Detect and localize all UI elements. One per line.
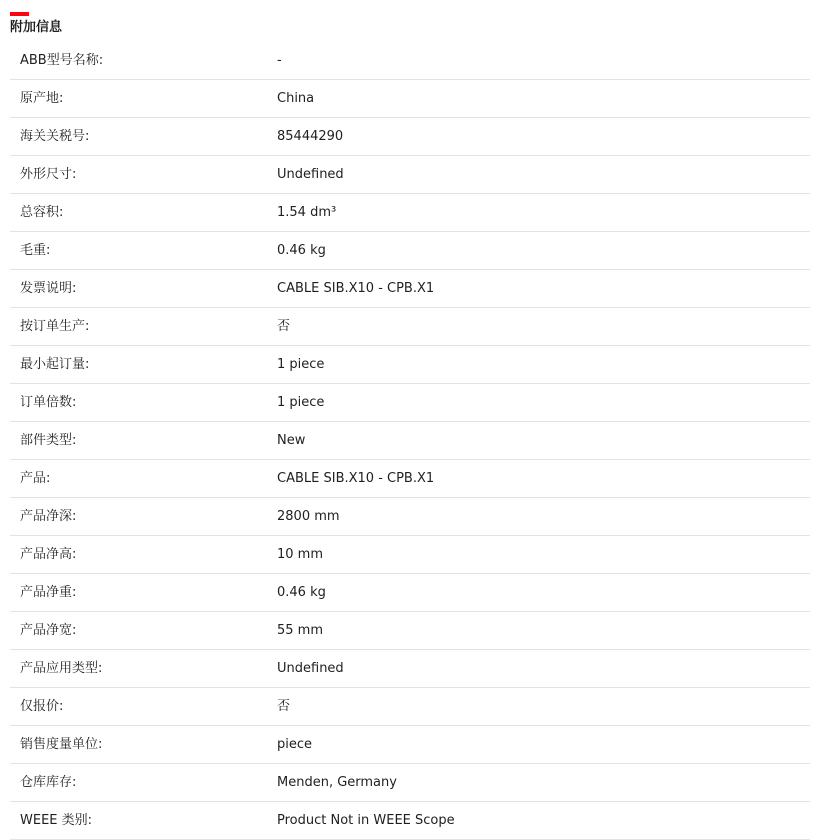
table-row bbox=[10, 156, 810, 194]
row-value-invoice-description: CABLE SIB.X10 - CPB.X1 bbox=[277, 281, 435, 296]
row-value-product-net-width: 55 mm bbox=[277, 623, 324, 638]
section-title: 附加信息 bbox=[10, 20, 63, 35]
table-row bbox=[10, 118, 810, 156]
row-label-abb-model-name: ABB型号名称: bbox=[20, 53, 104, 68]
row-label-quote-only: 仅报价: bbox=[20, 699, 64, 714]
row-label-gross-volume: 总容积: bbox=[20, 205, 64, 220]
row-value-gross-volume: 1.54 dm³ bbox=[277, 205, 337, 220]
row-label-order-multiple: 订单倍数: bbox=[20, 395, 77, 410]
table-row bbox=[10, 308, 810, 346]
section-accent-bar bbox=[10, 12, 29, 16]
additional-info-table bbox=[10, 42, 810, 840]
row-label-gross-weight: 毛重: bbox=[20, 243, 51, 258]
row-value-product-net-height: 10 mm bbox=[277, 547, 324, 562]
row-label-part-type: 部件类型: bbox=[20, 433, 77, 448]
row-value-weee-category: Product Not in WEEE Scope bbox=[277, 813, 455, 828]
row-label-product-net-width: 产品净宽: bbox=[20, 623, 77, 638]
row-value-product-net-weight: 0.46 kg bbox=[277, 585, 326, 600]
row-value-abb-model-name: - bbox=[277, 53, 282, 68]
row-value-stocked-at-warehouses: Menden, Germany bbox=[277, 775, 397, 790]
row-value-part-type: New bbox=[277, 433, 306, 448]
row-value-country-of-origin: China bbox=[277, 91, 315, 106]
table-row bbox=[10, 802, 810, 840]
table-row bbox=[10, 422, 810, 460]
table-row bbox=[10, 574, 810, 612]
row-value-product-net-depth: 2800 mm bbox=[277, 509, 340, 524]
table-row bbox=[10, 764, 810, 802]
row-label-product-net-height: 产品净高: bbox=[20, 547, 77, 562]
row-label-stocked-at-warehouses: 仓库库存: bbox=[20, 775, 77, 790]
row-value-customs-tariff-number: 85444290 bbox=[277, 129, 344, 144]
row-value-selling-unit-of-measure: piece bbox=[277, 737, 313, 752]
table-row bbox=[10, 498, 810, 536]
row-label-selling-unit-of-measure: 销售度量单位: bbox=[20, 737, 103, 752]
row-value-made-to-order: 否 bbox=[277, 319, 291, 334]
table-row bbox=[10, 194, 810, 232]
table-row bbox=[10, 346, 810, 384]
row-value-gross-weight: 0.46 kg bbox=[277, 243, 326, 258]
row-value-order-multiple: 1 piece bbox=[277, 395, 325, 410]
row-label-weee-category: WEEE 类别: bbox=[20, 813, 93, 828]
row-label-minimum-order-quantity: 最小起订量: bbox=[20, 357, 90, 372]
row-label-product-net-weight: 产品净重: bbox=[20, 585, 77, 600]
table-row bbox=[10, 270, 810, 308]
row-label-product-application-type: 产品应用类型: bbox=[20, 661, 103, 676]
table-row bbox=[10, 688, 810, 726]
row-value-product: CABLE SIB.X10 - CPB.X1 bbox=[277, 471, 435, 486]
row-label-customs-tariff-number: 海关关税号: bbox=[20, 129, 90, 144]
table-row bbox=[10, 42, 810, 80]
row-label-made-to-order: 按订单生产: bbox=[20, 319, 90, 334]
table-row bbox=[10, 232, 810, 270]
row-value-quote-only: 否 bbox=[277, 699, 291, 714]
row-value-dimensions: Undefined bbox=[277, 167, 344, 182]
table-row bbox=[10, 460, 810, 498]
row-value-minimum-order-quantity: 1 piece bbox=[277, 357, 325, 372]
table-row bbox=[10, 726, 810, 764]
table-row bbox=[10, 384, 810, 422]
row-value-product-application-type: Undefined bbox=[277, 661, 344, 676]
row-label-invoice-description: 发票说明: bbox=[20, 281, 77, 296]
row-label-product: 产品: bbox=[20, 471, 51, 486]
row-label-dimensions: 外形尺寸: bbox=[20, 167, 77, 182]
row-label-product-net-depth: 产品净深: bbox=[20, 509, 77, 524]
table-row bbox=[10, 536, 810, 574]
row-label-country-of-origin: 原产地: bbox=[20, 91, 64, 106]
table-row bbox=[10, 80, 810, 118]
table-row bbox=[10, 612, 810, 650]
table-row bbox=[10, 650, 810, 688]
